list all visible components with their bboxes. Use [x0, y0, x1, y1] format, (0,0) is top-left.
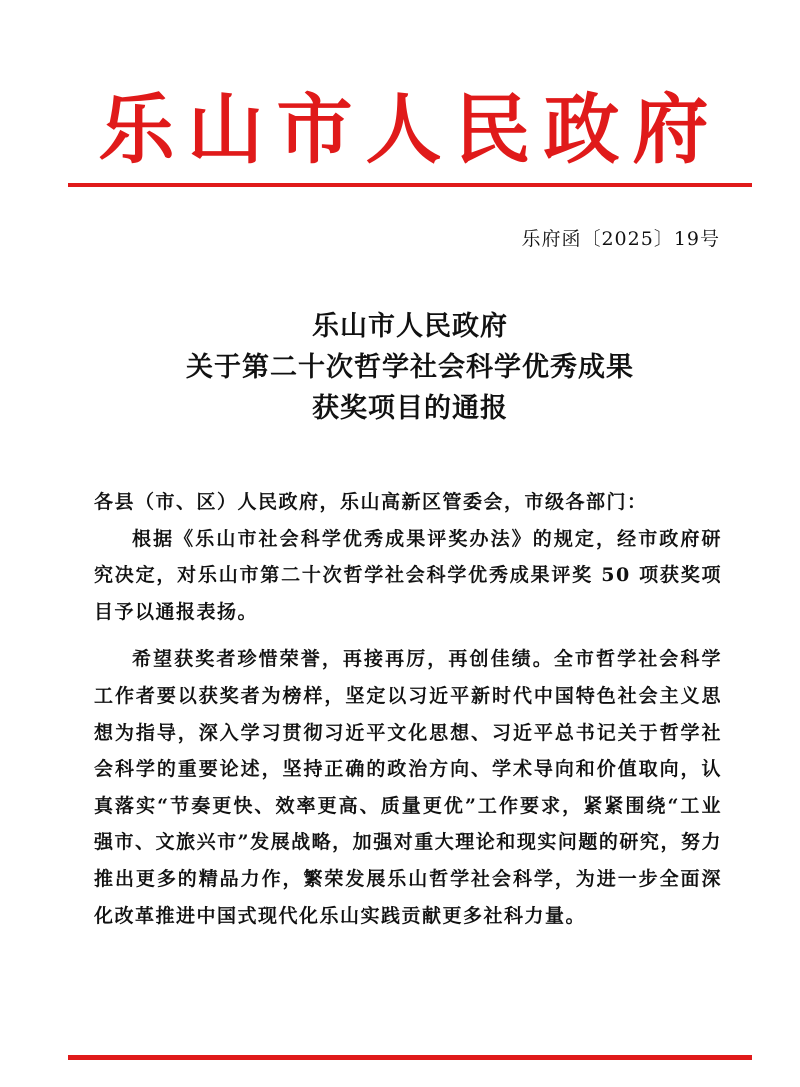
red-rule-bottom	[68, 1055, 752, 1060]
document-body	[94, 484, 722, 934]
paragraph-1: 根据《乐山市社会科学优秀成果评奖办法》的规定，经市政府研究决定，对乐山市第二十次哲学社会科学优秀成果评奖 50 项获奖项目予以通报表扬。	[94, 527, 722, 623]
title-line-2: 关于第二十次哲学社会科学优秀成果	[186, 352, 634, 383]
document-title	[68, 306, 752, 429]
red-rule-top	[68, 183, 752, 187]
title-line-3: 获奖项目的通报	[312, 393, 508, 424]
masthead-title: 乐山市人民政府	[98, 85, 722, 174]
title-line-1: 乐山市人民政府	[312, 311, 508, 342]
paragraph-2: 希望获奖者珍惜荣誉，再接再厉，再创佳绩。全市哲学社会科学工作者要以获奖者为榜样，坚定以习近平新时代中国特色社会主义思想为指导，深入学习贯彻习近平文化思想、习近平总书记关于哲学社会科学的重要论述，坚持正确的政治方向、学术导向和价值取向，认真落实“节奏更快、效率更高、质量更优”工作要求，紧紧围绕“工业强市、文旅兴市”发展战略，加强对重大理论和现实问题的研究，努力推出更多的精品力作，繁荣发展乐山哲学社会科学，为进一步全面深化改革推进中国式现代化乐山实践贡献更多社科力量。	[94, 648, 722, 927]
salutation: 各县（市、区）人民政府，乐山高新区管委会，市级各部门：	[94, 491, 648, 513]
document-number: 乐府函〔2025〕19号	[521, 228, 720, 250]
